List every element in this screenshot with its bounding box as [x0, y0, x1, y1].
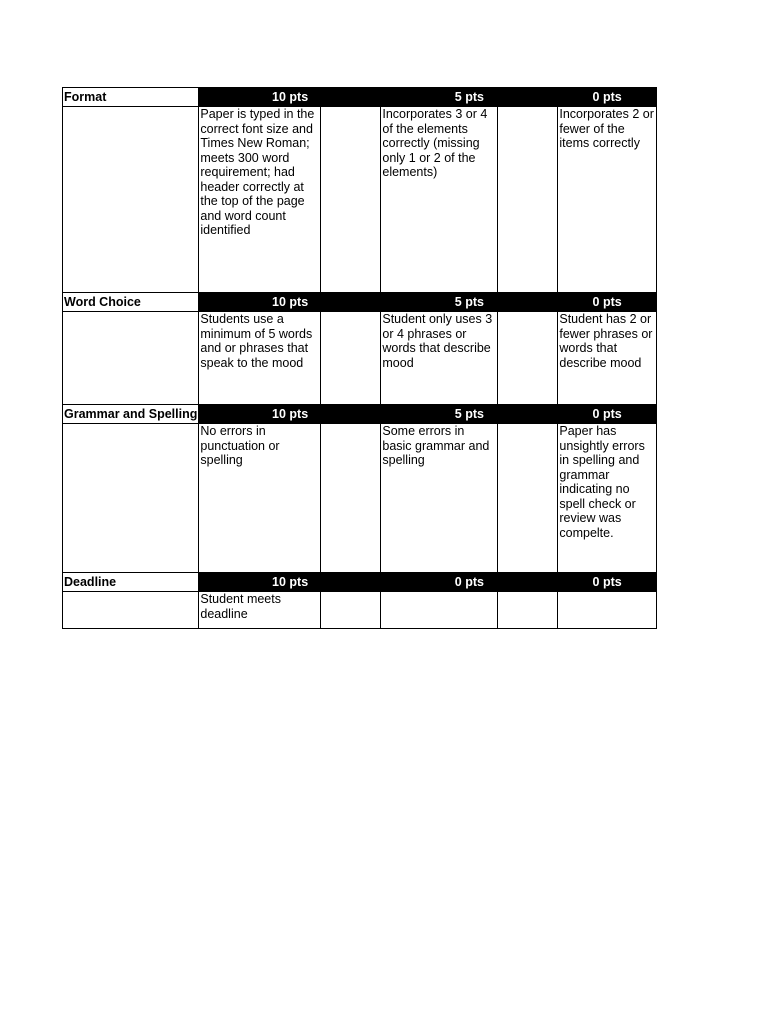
- points-5-label: 5 pts: [381, 293, 558, 312]
- empty-cell: [321, 592, 381, 629]
- points-0-label: 0 pts: [558, 88, 657, 107]
- points-0-label: 0 pts: [381, 573, 558, 592]
- category-label: Deadline: [63, 573, 199, 592]
- empty-cell: [63, 312, 199, 405]
- grammar-header-row: [63, 405, 657, 424]
- description-cell: Student has 2 or fewer phrases or words that describe mood: [558, 312, 657, 405]
- description-cell: [381, 592, 498, 629]
- word-choice-header-row: [63, 293, 657, 312]
- empty-cell: [63, 424, 199, 573]
- empty-cell: [63, 107, 199, 293]
- points-5-label: 5 pts: [381, 405, 558, 424]
- empty-cell: [498, 312, 558, 405]
- grammar-description-row: [63, 424, 657, 573]
- empty-cell: [321, 107, 381, 293]
- points-0-label: 0 pts: [558, 293, 657, 312]
- description-cell: Students use a minimum of 5 words and or phrases that speak to the mood: [199, 312, 321, 405]
- word-choice-description-row: [63, 312, 657, 405]
- points-0-label: 0 pts: [558, 405, 657, 424]
- points-0-label: 0 pts: [558, 573, 657, 592]
- empty-cell: [498, 592, 558, 629]
- format-description-row: [63, 107, 657, 293]
- description-cell: Student only uses 3 or 4 phrases or words that describe mood: [381, 312, 498, 405]
- category-label: Format: [63, 88, 199, 107]
- description-cell: Paper is typed in the correct font size and Times New Roman; meets 300 word requirement; had header correctly at the top of the page and word count identified: [199, 107, 321, 293]
- description-cell: Student meets deadline: [199, 592, 321, 629]
- deadline-description-row: [63, 592, 657, 629]
- description-cell: Some errors in basic grammar and spelling: [381, 424, 498, 573]
- description-cell: No errors in punctuation or spelling: [199, 424, 321, 573]
- description-cell: Paper has unsightly errors in spelling and grammar indicating no spell check or review was compelte.: [558, 424, 657, 573]
- empty-cell: [498, 424, 558, 573]
- rubric-table: [62, 87, 657, 629]
- description-cell: Incorporates 2 or fewer of the items correctly: [558, 107, 657, 293]
- category-label: Word Choice: [63, 293, 199, 312]
- empty-cell: [321, 424, 381, 573]
- format-header-row: [63, 88, 657, 107]
- empty-cell: [498, 107, 558, 293]
- points-10-label: 10 pts: [199, 405, 381, 424]
- points-10-label: 10 pts: [199, 293, 381, 312]
- points-10-label: 10 pts: [199, 573, 381, 592]
- points-10-label: 10 pts: [199, 88, 381, 107]
- empty-cell: [63, 592, 199, 629]
- empty-cell: [321, 312, 381, 405]
- description-cell: Incorporates 3 or 4 of the elements correctly (missing only 1 or 2 of the elements): [381, 107, 498, 293]
- description-cell: [558, 592, 657, 629]
- deadline-header-row: [63, 573, 657, 592]
- points-5-label: 5 pts: [381, 88, 558, 107]
- category-label: Grammar and Spelling: [63, 405, 199, 424]
